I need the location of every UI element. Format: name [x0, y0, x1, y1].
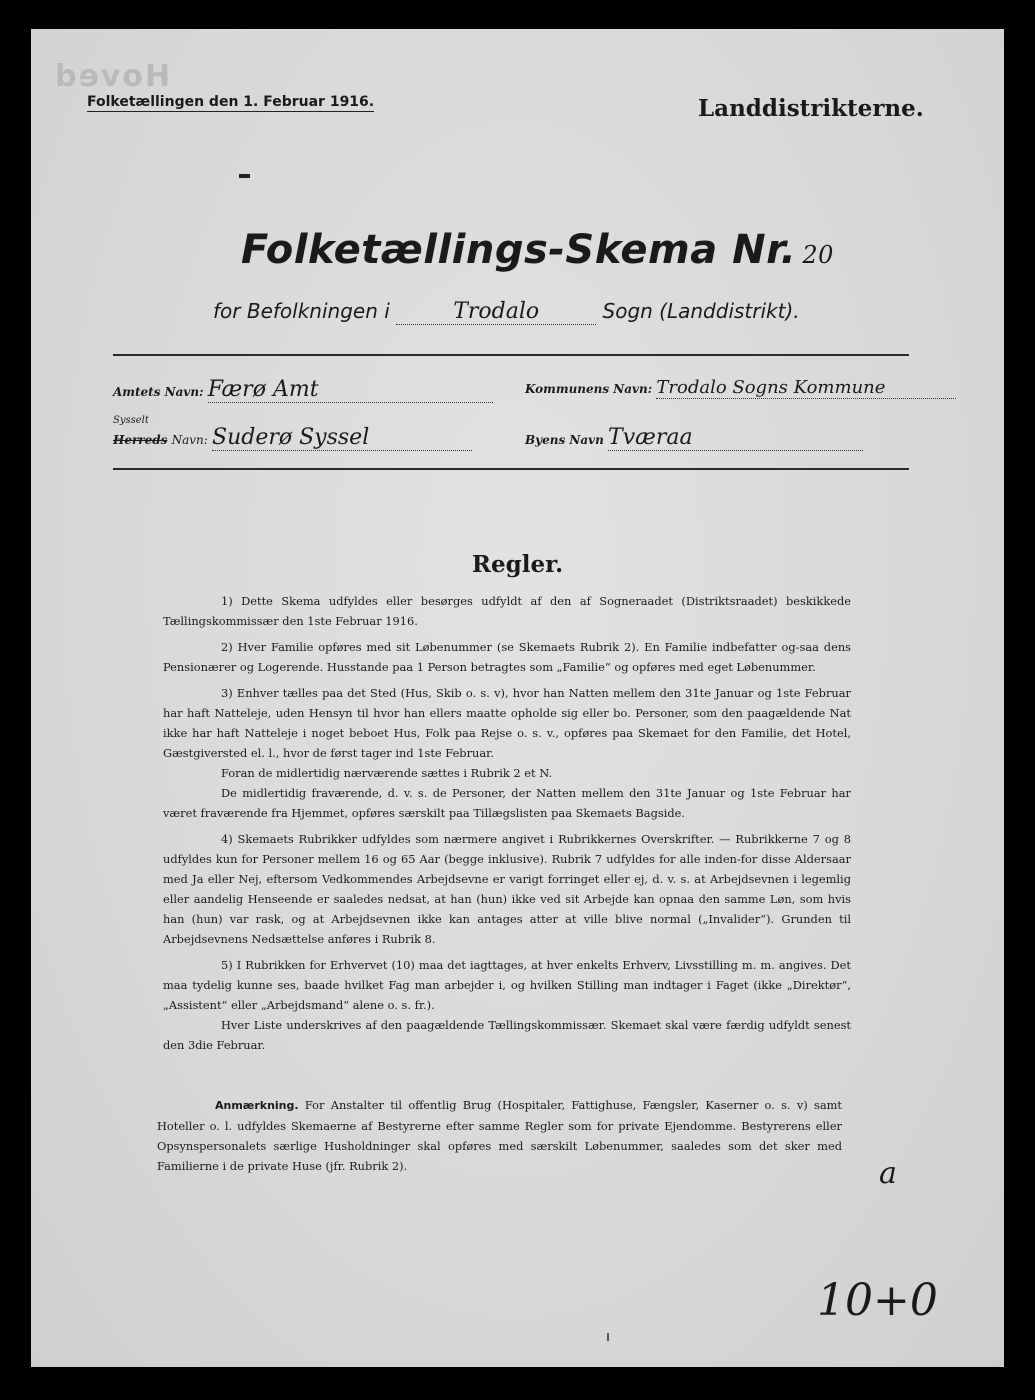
herred-label: Navn:	[171, 433, 208, 447]
by-dotted-line	[608, 425, 863, 451]
population-prefix: for Befolkningen i	[213, 299, 390, 323]
rule-paragraph: 1) Dette Skema udfyldes eller besørges udfyldt af den af Sogneraadet (Distriktsraadet) beskikkede Tællingskommissær den 1ste Februar 1916.	[163, 594, 851, 628]
amt-value: Færø Amt	[207, 377, 319, 402]
rule-paragraph: Foran de midlertidig nærværende sættes i Rubrik 2 et N.	[221, 766, 553, 780]
by-field	[525, 425, 863, 451]
sogn-handwritten: Trodalo	[453, 299, 540, 324]
herred-label-struck: Herreds	[113, 433, 168, 447]
census-date-header: Folketællingen den 1. Februar 1916.	[87, 94, 375, 110]
district-header: Landdistrikterne.	[698, 95, 924, 122]
herred-dotted-line	[212, 425, 472, 451]
kommune-dotted-line	[656, 377, 956, 399]
by-value: Tværaa	[608, 425, 693, 450]
small-ink-mark	[607, 1333, 609, 1341]
form-title-text: Folketællings-Skema Nr.	[241, 227, 797, 273]
rule-paragraph: De midlertidig fraværende, d. v. s. de Personer, der Natten mellem den 31te Januar og 1ste Februar har været fraværende fra Hjemmet, opføres særskilt paa Tillægslisten paa Skemaets Bagside.	[163, 786, 851, 820]
form-title	[241, 227, 834, 273]
anmaerkning-text: For Anstalter til offentlig Brug (Hospitaler, Fattighuse, Fængsler, Kaserner o. s. v) samt Hoteller o. l. udfyldes Skemaerne af Bestyrerne efter samme Regler som for private Ejendomme. Bestyrerens eller Opsynspersonalets særlige Husholdninger skal opføres med særskilt Løbenummer, saaledes som det sker med Familierne i de private Huse (jfr. Rubrik 2).	[157, 1098, 842, 1173]
bottom-rule	[113, 468, 909, 470]
rule-paragraph: 2) Hver Familie opføres med sit Løbenummer (se Skemaets Rubrik 2). En Familie indbefatter og-saa dens Pensionærer og Logerende. Husstande paa 1 Person betragtes som „Familie“ og opføres med eget Løbenummer.	[163, 640, 851, 674]
herred-correction: Sysselt	[113, 415, 149, 426]
rule-paragraph: Hver Liste underskrives af den paagældende Tællingskommissær. Skemaet skal være færdig udfyldt senest den 3die Februar.	[163, 1018, 851, 1052]
herred-value: Suderø Syssel	[212, 425, 370, 450]
population-line	[213, 299, 800, 325]
herred-field	[113, 425, 472, 451]
handwritten-number: 10+0	[817, 1275, 938, 1326]
rule-paragraph: 5) I Rubrikken for Erhvervet (10) maa det iagttages, at hver enkelts Erhverv, Livsstilling m. m. angives. Det maa tydelig kunne ses, baade hvilket Fag man arbejder i, og hvilken Stilling man indtager i Faget (ikke „Direktør“, „Assistent“ eller „Arbejdsmand“ alene o. s. fr.).	[163, 958, 851, 1012]
top-rule	[113, 354, 909, 356]
regler-heading: Regler.	[471, 551, 564, 578]
kommune-value: Trodalo Sogns Kommune	[656, 377, 886, 398]
by-label: Byens Navn	[525, 433, 604, 447]
anmaerkning-note	[157, 1095, 842, 1176]
amt-dotted-line	[208, 377, 493, 403]
kommune-label: Kommunens Navn:	[525, 382, 653, 396]
amt-label: Amtets Navn:	[113, 385, 204, 399]
rule-paragraph: 3) Enhver tælles paa det Sted (Hus, Skib o. s. v), hvor han Natten mellem den 31te Januar og 1ste Februar har haft Natteleje, uden Hensyn til hvor han ellers maatte opholde sig eller bo. Personer, som den paagældende Nat ikke har haft Natteleje i noget beboet Hus, Folk paa Rejse o. s. v., opføres paa Skemaet for den Familie, det Hotel, Gæstgiversted el. l., hvor de først tager ind 1ste Februar.	[163, 686, 851, 760]
sogn-field	[396, 299, 596, 325]
regler-body	[163, 591, 851, 1055]
anmaerkning-label: Anmærkning.	[215, 1099, 299, 1112]
population-suffix: Sogn (Landdistrikt).	[602, 299, 800, 323]
amt-field	[113, 377, 493, 403]
form-number-handwritten: 20	[802, 241, 834, 269]
faded-stamp: Hoved	[53, 59, 171, 94]
handwritten-letter: a	[879, 1156, 897, 1191]
census-form-page	[31, 29, 1004, 1367]
rule-paragraph: 4) Skemaets Rubrikker udfyldes som nærmere angivet i Rubrikkernes Overskrifter. — Rubrikkerne 7 og 8 udfyldes kun for Personer mellem 16 og 65 Aar (begge inklusive). Rubrik 7 udfyldes for alle inden-for disse Aldersaar med Ja eller Nej, eftersom Vedkommendes Arbejdsevne er varigt forringet eller ej, d. v. s. at Arbejdsevnen i legemlig eller aandelig Henseende er saaledes nedsat, at han (hun) ikke ved sit Arbejde kan opnaa den samme Løn, som hvis han (hun) var rask, og at Arbejdsevnen ikke kan antages atter at ville blive normal („Invalider“). Grunden til Arbejdsevnens Nedsættelse anføres i Rubrik 8.	[163, 832, 851, 946]
ink-dash	[239, 174, 250, 178]
kommune-field	[525, 377, 956, 399]
